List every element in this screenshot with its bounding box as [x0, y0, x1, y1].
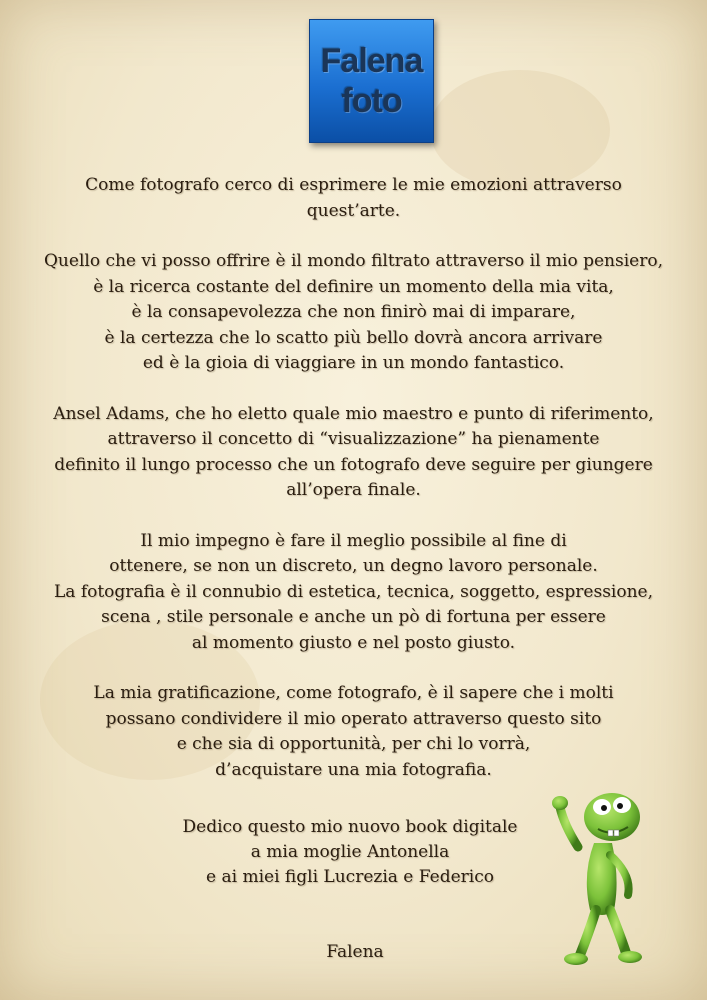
green-alien-mascot-icon	[550, 785, 650, 970]
text-line: definito il lungo processo che un fotografo deve seguire per giungere	[54, 454, 653, 475]
paragraph-4	[10, 529, 697, 657]
dedication-line: e ai miei figli Lucrezia e Federico	[206, 867, 494, 887]
text-line: scena , stile personale e anche un pò di fortuna per essere	[101, 607, 606, 627]
text-line: e che sia di opportunità, per chi lo vorrà,	[176, 734, 531, 754]
dedication	[150, 815, 550, 890]
text-line: all’opera finale.	[286, 480, 421, 500]
text-line: Il mio impegno è fare il meglio possibile al fine di	[140, 530, 567, 551]
paragraph-2	[10, 249, 697, 377]
logo-line-1: Falena	[320, 42, 423, 80]
signature: Falena	[326, 942, 384, 962]
paragraph-1	[10, 173, 697, 224]
text-line: è la ricerca costante del definire un momento della mia vita,	[93, 276, 614, 297]
text-line: attraverso il concetto di “visualizzazione” ha pienamente	[107, 429, 600, 449]
text-line: è la consapevolezza che non finirò mai di imparare,	[131, 302, 576, 322]
falena-foto-logo	[309, 19, 434, 143]
text-line: La fotografia è il connubio di estetica, tecnica, soggetto, espressione,	[53, 581, 654, 602]
text-line: quest’arte.	[306, 200, 401, 221]
text-line: Ansel Adams, che ho eletto quale mio maestro e punto di riferimento,	[53, 403, 654, 424]
text-line: Quello che vi posso offrire è il mondo filtrato attraverso il mio pensiero,	[44, 251, 663, 271]
statement-text	[10, 173, 697, 808]
dedication-line: Dedico questo mio nuovo book digitale	[182, 817, 518, 837]
text-line: al momento giusto e nel posto giusto.	[191, 632, 516, 653]
dedication-line: a mia moglie Antonella	[250, 842, 450, 862]
text-line: Come fotografo cerco di esprimere le mie emozioni attraverso	[85, 175, 622, 195]
paragraph-5	[10, 681, 697, 783]
text-line: La mia gratificazione, come fotografo, è il sapere che i molti	[93, 683, 614, 703]
logo-line-2: foto	[341, 82, 402, 120]
text-line: ed è la gioia di viaggiare in un mondo fantastico.	[142, 353, 565, 373]
text-line: possano condividere il mio operato attraverso questo sito	[105, 708, 602, 729]
text-line: ottenere, se non un discreto, un degno lavoro personale.	[109, 556, 598, 576]
paragraph-3	[10, 402, 697, 504]
text-line: è la certezza che lo scatto più bello dovrà ancora arrivare	[104, 327, 603, 348]
paper-stain	[430, 70, 610, 190]
text-line: d’acquistare una mia fotografia.	[215, 759, 492, 780]
